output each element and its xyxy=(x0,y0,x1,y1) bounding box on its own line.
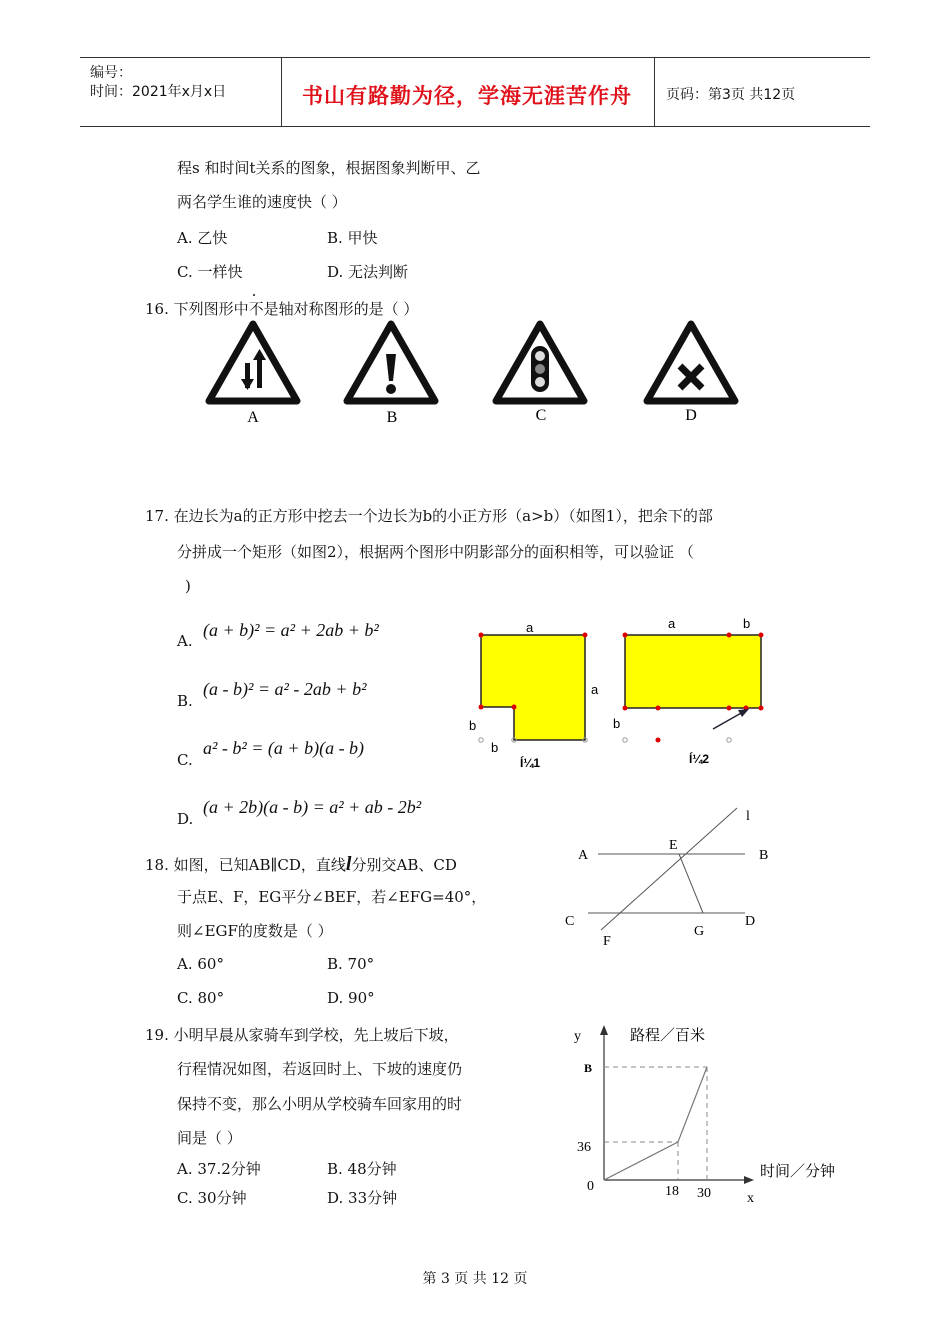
q15-option-a: A. 乙快 xyxy=(177,229,228,247)
q19-option-a: A. 37.2分钟 xyxy=(177,1160,261,1178)
label-c: C xyxy=(565,914,575,929)
sign-label-c: C xyxy=(535,407,547,424)
q18-line-l: l xyxy=(345,853,352,875)
q17-line2: 分拼成一个矩形（如图2），根据两个图形中阴影部分的面积相等，可以验证 （ xyxy=(177,543,694,561)
figure-1-l-shape xyxy=(479,633,588,743)
q19-option-b: B. 48分钟 xyxy=(327,1160,397,1178)
page-label: 页码：第3页 共12页 xyxy=(666,87,796,103)
q17-option-c: a² - b² = (a + b)(a - b) xyxy=(203,738,365,758)
q17-line1: 17. 在边长为a的正方形中挖去一个边长为b的小正方形（a>b）（如图1），把余下的部 xyxy=(145,507,713,525)
segment-eg xyxy=(679,854,703,913)
q19-option-c: C. 30分钟 xyxy=(177,1189,247,1207)
warning-sign-cross-icon xyxy=(647,324,735,401)
fig2-label-a: a xyxy=(668,616,676,631)
figure-2-rectangle xyxy=(623,633,764,743)
q18-line1 xyxy=(145,853,457,876)
q17-option-a-label: A. xyxy=(177,632,193,650)
q19-line4: 间是（ ） xyxy=(177,1129,242,1147)
fig1-label-a-top: a xyxy=(526,620,534,635)
q18-line2: 于点E、F，EG平分∠BEF，若∠EFG=40°， xyxy=(177,888,487,906)
page-footer: 第 3 页 共 12 页 xyxy=(422,1271,528,1287)
q17-option-d-label: D. xyxy=(177,810,194,828)
origin-label: 0 xyxy=(587,1179,594,1194)
sign-label-b: B xyxy=(386,409,398,426)
q17-option-c-label: C. xyxy=(177,751,193,769)
q16-emphasis: 不是 xyxy=(248,300,279,318)
label-g: G xyxy=(694,924,705,939)
header-info xyxy=(90,64,226,102)
fig2-label-b-left: b xyxy=(613,716,621,731)
q15-option-c: C. 一样快 xyxy=(177,263,243,281)
fig2-caption: Í¼2 xyxy=(688,752,710,766)
code-label: 编号： xyxy=(90,65,132,81)
q18-line3: 则∠EGF的度数是（ ） xyxy=(177,922,333,940)
distance-line xyxy=(604,1067,707,1180)
warning-sign-arrows-icon xyxy=(209,324,297,401)
q17-option-b-label: B. xyxy=(177,692,193,710)
q15-line1: 程s 和时间t关系的图象，根据图象判断甲、乙 xyxy=(177,159,481,177)
q18-option-a: A. 60° xyxy=(177,955,224,973)
line-l xyxy=(601,808,737,930)
fig1-label-b-left: b xyxy=(469,718,477,733)
fig1-caption: Í¼1 xyxy=(519,756,541,770)
x-tick-18: 18 xyxy=(665,1184,679,1199)
q16-signs xyxy=(200,316,760,428)
header-divider xyxy=(654,58,655,126)
fig1-label-a-side: a xyxy=(591,682,599,697)
q16-stem-post: 轴对称图形的是（ ） xyxy=(278,300,419,318)
q17-option-d: (a + 2b)(a - b) = a² + ab - 2b² xyxy=(203,797,422,817)
label-e: E xyxy=(669,838,678,853)
motto: 书山有路勤为径，学海无涯苦作舟 xyxy=(302,83,632,108)
x-axis-name: x xyxy=(747,1191,754,1206)
y-axis-arrow-icon xyxy=(600,1025,608,1035)
header-table xyxy=(80,57,870,127)
fig2-label-b: b xyxy=(743,616,751,631)
sign-label-a: A xyxy=(247,409,259,426)
label-b: B xyxy=(759,848,769,863)
arrow-icon xyxy=(738,709,749,717)
x-axis-title: 时间／分钟 xyxy=(760,1164,836,1180)
warning-sign-traffic-light-icon xyxy=(496,324,584,401)
q18-line1-pre: 18. 如图，已知AB∥CD，直线 xyxy=(145,856,346,874)
q16-stem-pre: 16. 下列图形中 xyxy=(145,300,249,318)
q18-option-c: C. 80° xyxy=(177,989,225,1007)
q19-option-d: D. 33分钟 xyxy=(327,1189,398,1207)
x-axis-arrow-icon xyxy=(744,1176,754,1184)
y-axis-title: 路程／百米 xyxy=(630,1028,706,1044)
q18-figure xyxy=(555,800,785,950)
q17-line3: ) xyxy=(185,577,191,595)
q15-option-b: B. 甲快 xyxy=(327,229,378,247)
q19-line3: 保持不变，那么小明从学校骑车回家用的时 xyxy=(177,1095,463,1113)
label-a: A xyxy=(578,848,589,863)
y-tick-b: B xyxy=(584,1061,593,1075)
label-l: l xyxy=(746,809,750,824)
q19-line2: 行程情况如图，若返回时上、下坡的速度仍 xyxy=(177,1060,463,1078)
time-label: 时间：2021年x月x日 xyxy=(90,84,227,100)
q18-line1-post: 分别交AB、CD xyxy=(351,856,457,874)
q17-option-a: (a + b)² = a² + 2ab + b² xyxy=(203,620,379,640)
label-d: D xyxy=(745,914,756,929)
warning-sign-exclamation-icon xyxy=(347,324,435,401)
x-tick-30: 30 xyxy=(697,1186,711,1201)
q19-line1: 19. 小明早晨从家骑车到学校，先上坡后下坡， xyxy=(145,1026,459,1044)
q19-graph xyxy=(562,1020,852,1210)
sign-label-d: D xyxy=(685,407,697,424)
q17-figures xyxy=(462,610,782,770)
fig1-label-b-bottom: b xyxy=(491,740,499,755)
header-divider xyxy=(281,58,282,126)
q17-option-b: (a - b)² = a² - 2ab + b² xyxy=(203,679,367,699)
label-f: F xyxy=(603,934,611,949)
q18-option-b: B. 70° xyxy=(327,955,375,973)
y-tick-36: 36 xyxy=(577,1140,591,1155)
y-axis-name: y xyxy=(574,1029,581,1044)
q18-option-d: D. 90° xyxy=(327,989,375,1007)
q15-option-d: D. 无法判断 xyxy=(327,263,409,281)
q15-line2: 两名学生谁的速度快（ ） xyxy=(177,193,347,211)
